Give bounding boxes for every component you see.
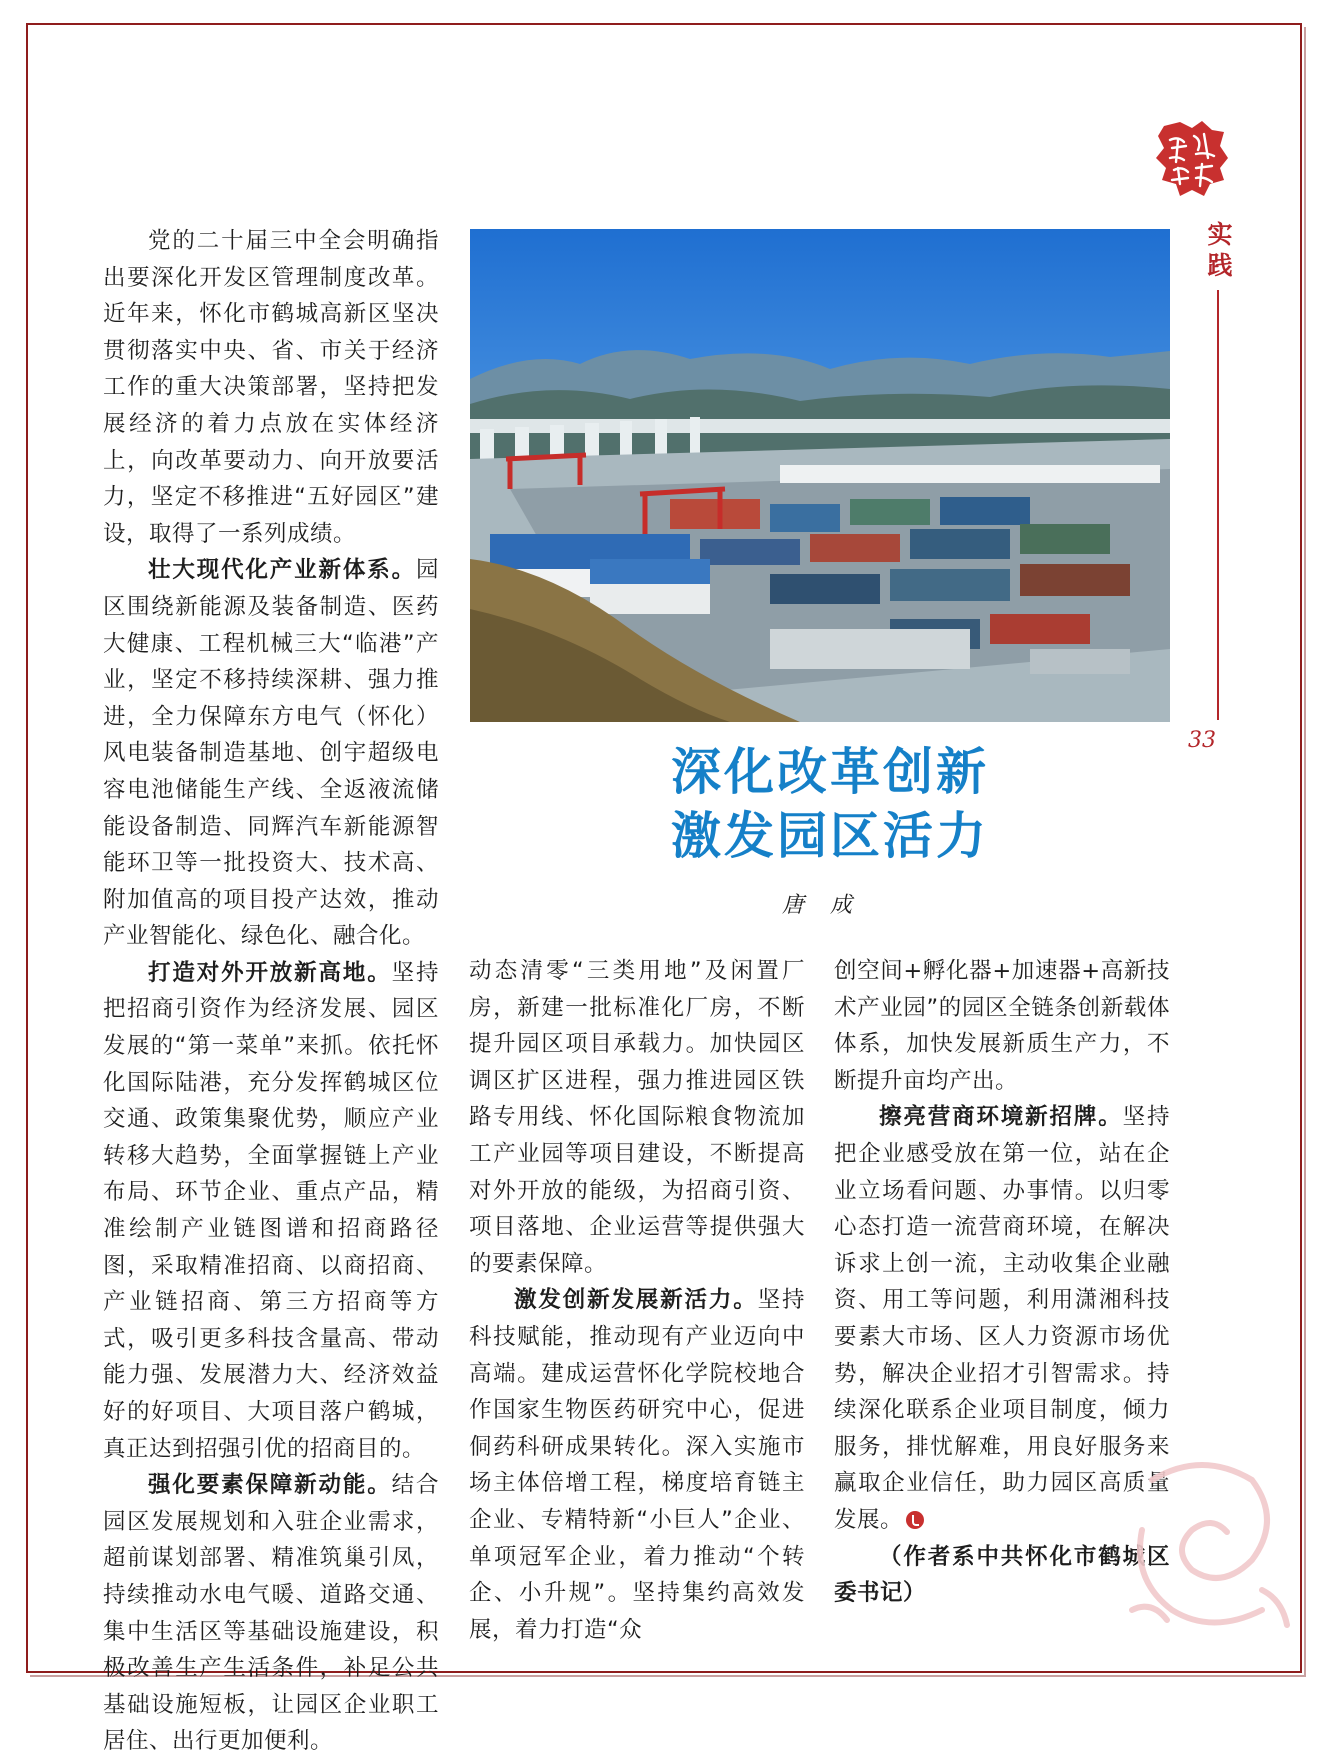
paragraph-text: 园区围绕新能源及装备制造、医药大健康、工程机械三大“临港”产业，坚定不移持续深耕、强力推进，全力保障东方电气（怀化）风电装备制造基地、创宇超级电容电池储能生产线、全返液流储能设备制造、同辉汽车新能源智能环卫等一批投资大、技术高、附加值高的项目投产达效，推动产业智能化、绿色化、融合化。 (103, 557, 439, 950)
paragraph-lead: 壮大现代化产业新体系。 (148, 557, 416, 584)
page-number: 33 (1188, 728, 1216, 753)
article-photo (470, 229, 1170, 722)
author-note: （作者系中共怀化市鹤城区委书记） (834, 1543, 1170, 1607)
paragraph-text: 坚持把招商引资作为经济发展、园区发展的“第一菜单”来抓。依托怀化国际陆港，充分发挥鹤城区位交通、政策集聚优势，顺应产业转移大趋势，全面掌握链上产业布局、环节企业、重点产品，精准绘制产业链图谱和招商路径图，采取精准招商、以商招商、产业链招商、第三方招商等方式，吸引更多科技含量高、带动能力强、发展潜力大、经济效益好的好项目、大项目落户鹤城，真正达到招强引优的招商目的。 (103, 959, 439, 1462)
side-rule (1217, 290, 1219, 720)
title-line-1: 深化改革创新 (671, 742, 989, 801)
paragraph (103, 955, 439, 1467)
section-label: 实践 (1207, 220, 1233, 280)
xinxiang-pinglun-logo (1150, 118, 1232, 200)
text-column-2 (469, 953, 805, 1648)
paragraph (834, 953, 1170, 1099)
paragraph-text: 党的二十届三中全会明确指出要深化开发区管理制度改革。近年来，怀化市鹤城高新区坚决贯彻落实中央、省、市关于经济工作的重大决策部署，坚持把发展经济的着力点放在实体经济上，向改革要动力、向开放要活力，坚定不移推进“五好园区”建设，取得了一系列成绩。 (103, 228, 439, 547)
paragraph-text: 坚持科技赋能，推动现有产业迈向中高端。建成运营怀化学院校地合作国家生物医药研究中心，促进侗药科研成果转化。深入实施市场主体倍增工程，梯度培育链主企业、专精特新“小巨人”企业、单项冠军企业，着力推动“个转企、小升规”。坚持集约高效发展，着力打造“众 (469, 1287, 805, 1643)
paragraph-lead: 打造对外开放新高地。 (148, 959, 392, 986)
title-line-2: 激发园区活力 (671, 806, 989, 865)
paragraph (469, 1282, 805, 1648)
paragraph (103, 1467, 439, 1760)
end-mark-icon (906, 1511, 924, 1529)
paragraph (469, 953, 805, 1282)
paragraph-text: 结合园区发展规划和入驻企业需求，超前谋划部署、精准筑巢引凤，持续推动水电气暖、道路交通、集中生活区等基础设施建设，积极改善生产生活条件，补足公共基础设施短板，让园区企业职工居住、出行更加便利。 (103, 1472, 439, 1755)
paragraph-text: 动态清零“三类用地”及闲置厂房，新建一批标准化厂房，不断提升园区项目承载力。加快园区调区扩区进程，强力推进园区铁路专用线、怀化国际粮食物流加工产业园等项目建设，不断提高对外开放的能级，为招商引资、项目落地、企业运营等提供强大的要素保障。 (469, 958, 805, 1277)
paragraph (103, 552, 439, 955)
paragraph (103, 223, 439, 552)
text-column-1 (103, 223, 439, 1760)
swirl-watermark-icon (1112, 1440, 1292, 1640)
paragraph-lead: 激发创新发展新活力。 (514, 1287, 758, 1314)
article-author: 唐成 (781, 893, 878, 918)
article-title (600, 740, 1060, 868)
paragraph-text: 创空间+孵化器+加速器+高新技术产业园”的园区全链条创新载体体系，加快发展新质生产力，不断提升亩均产出。 (834, 958, 1170, 1094)
paragraph-lead: 擦亮营商环境新招牌。 (879, 1104, 1123, 1131)
paragraph-lead: 强化要素保障新动能。 (148, 1472, 392, 1499)
paragraph-text: 坚持把企业感受放在第一位，站在企业立场看问题、办事情。以归零心态打造一流营商环境，在解决诉求上创一流，主动收集企业融资、用工等问题，利用潇湘科技要素大市场、区人力资源市场优势，解决企业招才引智需求。持续深化联系企业项目制度，倾力服务，排忧解难，用良好服务来赢取企业信任，助力园区高质量发展。 (834, 1104, 1170, 1533)
